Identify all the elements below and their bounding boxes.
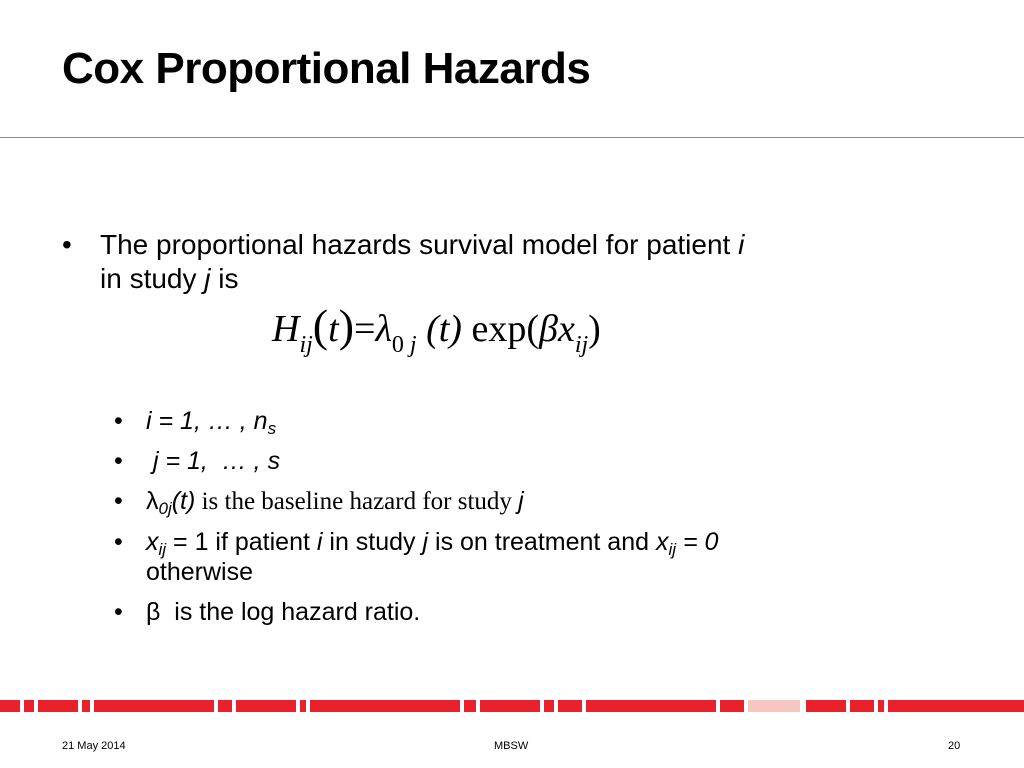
text-run: is the baseline hazard for study (195, 488, 519, 515)
formula-H-sub: ij (299, 331, 313, 358)
text-run: j (422, 528, 429, 556)
formula-lambda: λ (375, 308, 392, 350)
bullet-dot: • (114, 407, 123, 435)
decorative-stripe (0, 700, 1024, 712)
formula-t: t (328, 308, 339, 350)
sub-bullet-item (114, 597, 994, 627)
stripe-segment (480, 700, 540, 712)
bullet-dot: • (114, 598, 123, 626)
text-run: is (210, 263, 239, 294)
text-run: β is the log hazard ratio. (146, 598, 421, 626)
text-run: in study (322, 528, 423, 556)
text-run: j = 1, … , s (146, 447, 281, 475)
bullet-dot: • (114, 447, 123, 475)
sub-bullet-item (114, 406, 994, 439)
footer-date: 21 May 2014 (62, 740, 126, 752)
stripe-segment (300, 700, 306, 712)
text-run: is on treatment and (428, 528, 656, 556)
bullet-dot: • (114, 528, 123, 556)
formula-x-sub: ij (574, 331, 589, 358)
formula-lambda-subj: j (409, 331, 417, 358)
bullet-dot: • (114, 487, 123, 515)
title-divider (0, 137, 1024, 138)
stripe-segment (82, 700, 90, 712)
stripe-segment (94, 700, 214, 712)
formula-equals: = (354, 308, 376, 350)
text-run: i (316, 528, 323, 556)
text-run: The proportional hazards survival model for patient (100, 229, 739, 260)
text-run: (t) (171, 487, 196, 515)
stripe-segment (748, 700, 800, 712)
subscript: 0j (158, 499, 172, 519)
stripe-segment (218, 700, 232, 712)
subscript: ij (668, 540, 677, 560)
text-run: otherwise (146, 558, 253, 586)
formula-lambda-sub0: 0 (391, 331, 404, 358)
stripe-segment (888, 700, 1024, 712)
slide-title: Cox Proportional Hazards (62, 44, 591, 93)
stripe-segment (544, 700, 554, 712)
text-run: i = 1, … , n (146, 407, 268, 435)
hazard-formula (272, 296, 601, 359)
text-run: 1 if patient (194, 528, 317, 556)
formula-exp: exp( (471, 308, 539, 350)
stripe-segment (806, 700, 846, 712)
var-j: j (204, 263, 211, 294)
stripe-segment (850, 700, 874, 712)
text-run: = (166, 528, 195, 556)
footer-center: MBSW (494, 740, 529, 752)
formula-close: ) (588, 308, 601, 350)
stripe-segment (878, 700, 884, 712)
sub-bullet-list (114, 406, 994, 637)
text-run: x (146, 528, 159, 556)
stripe-segment (464, 700, 476, 712)
text-run: j (518, 487, 524, 515)
bullet-dot: • (62, 229, 72, 260)
formula-rparen: ) (338, 300, 355, 351)
stripe-segment (586, 700, 716, 712)
stripe-segment (38, 700, 78, 712)
stripe-segment (558, 700, 582, 712)
formula-x: x (557, 308, 575, 350)
stripe-segment (310, 700, 460, 712)
text-run: in study (100, 263, 205, 294)
formula-lparen: ( (312, 300, 329, 351)
sub-bullet-item (114, 527, 994, 587)
sub-bullet-item (114, 446, 994, 476)
text-run: λ (146, 487, 159, 515)
var-i: i (738, 229, 745, 260)
text-run: x (655, 528, 669, 556)
sub-bullet-item (114, 486, 994, 517)
stripe-segment (720, 700, 744, 712)
subscript: s (267, 419, 277, 439)
text-run: = 0 (676, 528, 719, 556)
stripe-segment (24, 700, 34, 712)
formula-t-group: (t) (426, 308, 462, 350)
main-bullet-text (100, 228, 970, 296)
stripe-segment (0, 700, 20, 712)
footer-page-number: 20 (948, 740, 961, 752)
formula-H: H (272, 308, 300, 350)
subscript: ij (158, 540, 167, 560)
stripe-segment (236, 700, 296, 712)
formula-beta: β (539, 308, 558, 350)
